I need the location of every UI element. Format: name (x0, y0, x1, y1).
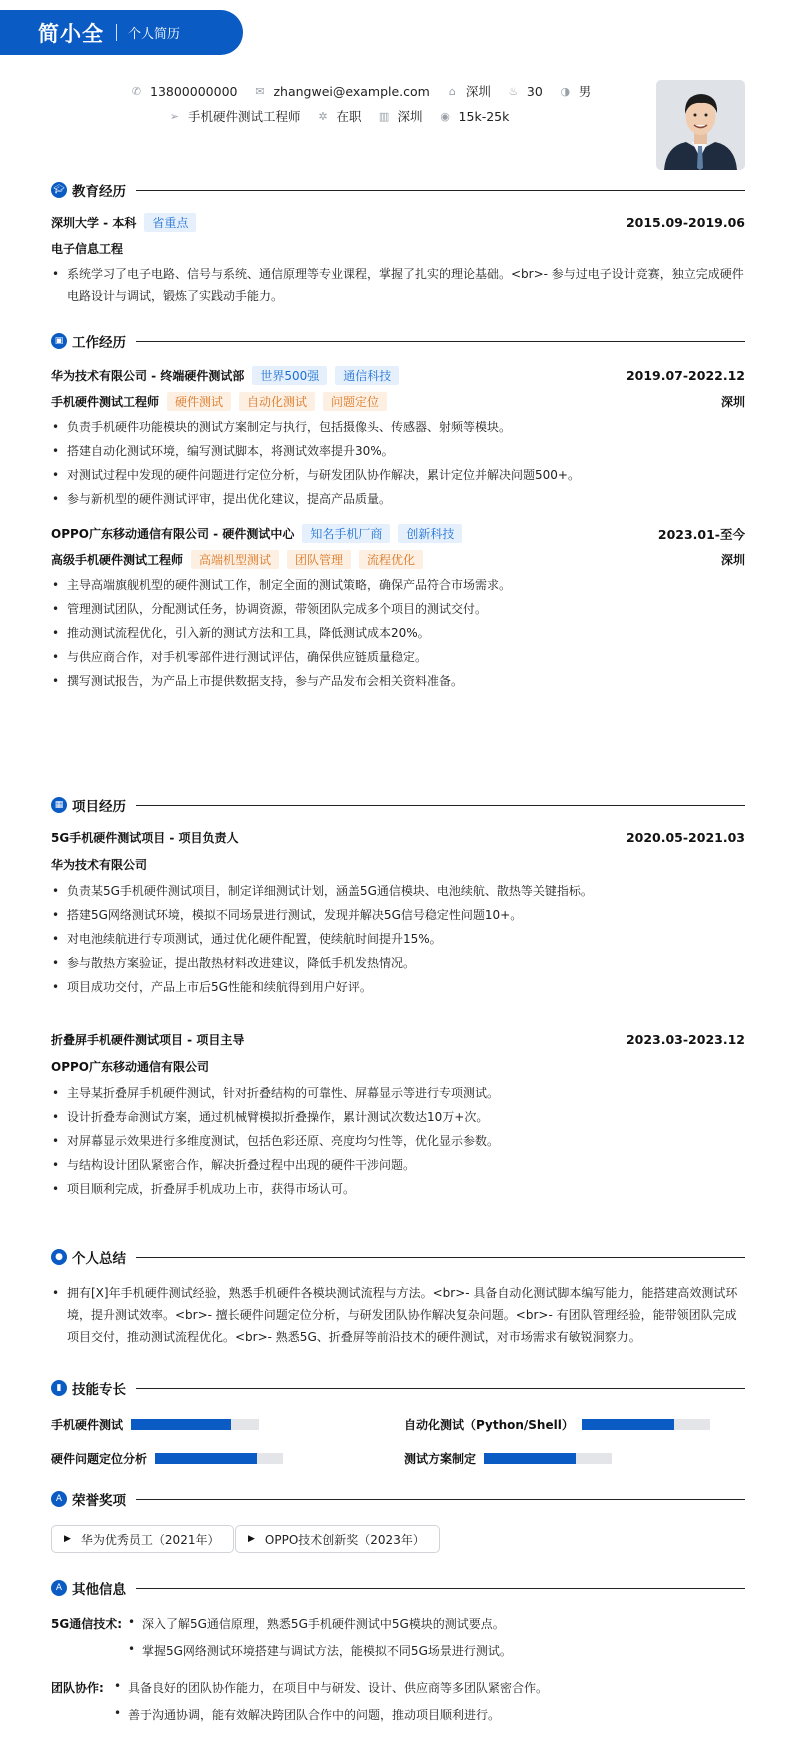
section-divider (136, 1257, 745, 1258)
list-item: • 项目顺利完成，折叠屏手机成功上市，获得市场认可。 (51, 1178, 745, 1200)
project-2-company-row (51, 1058, 745, 1075)
role-tag: 高端机型测试 (191, 550, 279, 569)
company-tag: 创新科技 (398, 524, 462, 543)
job-location: 深圳 (720, 553, 745, 567)
settings-icon: ✲ (318, 109, 328, 123)
summary-title: 个人总结 (72, 1251, 126, 1267)
home-icon: ⌂ (448, 84, 456, 98)
skill-bar-fill (131, 1419, 231, 1430)
skill-bar-fill (484, 1453, 576, 1464)
education-date: 2015.09-2019.06 (625, 215, 745, 230)
awards-section-header (51, 1489, 745, 1509)
grid-icon: ▦ (51, 797, 67, 813)
skill-name: 自动化测试（Python/Shell） (404, 1418, 574, 1432)
school-name: 深圳大学 - 本科 (51, 216, 137, 230)
briefcase-icon: ▣ (51, 333, 67, 349)
list-item: • 与供应商合作，对手机零部件进行测试评估，确保供应链质量稳定。 (51, 646, 745, 668)
education-title: 教育经历 (72, 184, 126, 200)
mail-icon: ✉ (255, 84, 265, 98)
project-name: 折叠屏手机硬件测试项目 - 项目主导 (51, 1033, 245, 1047)
list-item: • 负责手机硬件功能模块的测试方案制定与执行，包括摄像头、传感器、射频等模块。 (51, 416, 745, 438)
job-location: 深圳 (720, 395, 745, 409)
trophy-icon: A (51, 1491, 67, 1507)
project-company: 华为技术有限公司 (51, 858, 148, 872)
job-1-company-row (51, 366, 745, 385)
list-item: • 参与散热方案验证，提出散热材料改进建议，降低手机发热情况。 (51, 952, 745, 974)
skill-name: 测试方案制定 (404, 1452, 477, 1466)
project-2-row (51, 1031, 745, 1048)
skills-section-header (51, 1378, 745, 1398)
job-role: 手机硬件测试工程师 (51, 395, 160, 409)
job-2-role-row (51, 550, 745, 569)
project-date: 2020.05-2021.03 (625, 830, 745, 845)
list-item: • 掌握5G网络测试环境搭建与调试方法，能模拟不同5G场景进行测试。 (128, 1642, 512, 1659)
play-icon: ▶ (64, 1534, 71, 1544)
job-date: 2019.07-2022.12 (625, 368, 745, 383)
phone-icon: ✆ (131, 84, 142, 98)
coin-icon: ◉ (440, 109, 450, 123)
section-divider (136, 1499, 745, 1500)
school-tag: 省重点 (144, 213, 196, 232)
play-icon: ▶ (248, 1534, 255, 1544)
list-item: • 善于沟通协调，能有效解决跨团队合作中的问题，推动项目顺利进行。 (114, 1706, 500, 1723)
cake-icon: ♨ (508, 84, 519, 98)
skill-item (51, 1416, 259, 1433)
section-divider (136, 190, 745, 191)
target-city-info: ▥ 深圳 (378, 109, 423, 124)
badge-divider (116, 24, 117, 41)
job-date: 2023.01-至今 (657, 526, 745, 542)
major-row (51, 240, 745, 257)
list-item: • 管理测试团队，分配测试任务，协调资源，带领团队完成多个项目的测试交付。 (51, 598, 745, 620)
list-item: • 搭建自动化测试环境，编写测试脚本，将测试效率提升30%。 (51, 440, 745, 462)
list-item: • 撰写测试报告，为产品上市提供数据支持，参与产品发布会相关资料准备。 (51, 670, 745, 692)
info-icon: A (51, 1580, 67, 1596)
other-label: 5G通信技术: (51, 1617, 122, 1631)
list-item: • 与结构设计团队紧密合作，解决折叠过程中出现的硬件干涉问题。 (51, 1154, 745, 1176)
candidate-name: 简小全 (38, 21, 104, 46)
city-info: ⌂ 深圳 (446, 82, 491, 100)
list-item: • 对电池续航进行专项测试，通过优化硬件配置，使续航时间提升15%。 (51, 928, 745, 950)
award-item: ▶ 华为优秀员工（2021年） (51, 1525, 234, 1553)
user-icon: ● (51, 1249, 67, 1265)
project-name: 5G手机硬件测试项目 - 项目负责人 (51, 831, 239, 845)
skill-bar (582, 1419, 710, 1430)
role-tag: 硬件测试 (167, 392, 231, 411)
education-row (51, 213, 745, 232)
send-icon: ➢ (169, 109, 180, 123)
section-divider (136, 1388, 745, 1389)
list-item: • 主导高端旗舰机型的硬件测试工作，制定全面的测试策略，确保产品符合市场需求。 (51, 574, 745, 596)
company-tag: 知名手机厂商 (302, 524, 390, 543)
skill-bar (131, 1419, 259, 1430)
project-date: 2023.03-2023.12 (625, 1032, 745, 1047)
job-1-role-row (51, 392, 745, 411)
project-1-company-row (51, 856, 745, 873)
job-company: OPPO广东移动通信有限公司 - 硬件测试中心 (51, 527, 295, 541)
list-item: • 具备良好的团队协作能力，在项目中与研发、设计、供应商等多团队紧密合作。 (114, 1679, 548, 1696)
list-item: • 负责某5G手机硬件测试项目，制定详细测试计划，涵盖5G通信模块、电池续航、散热等关键指标。 (51, 880, 745, 902)
contact-row (130, 82, 607, 100)
list-item: • 搭建5G网络测试环境，模拟不同场景进行测试，发现并解决5G信号稳定性问题10+。 (51, 904, 745, 926)
projects-section-header (51, 795, 745, 815)
skill-bar-fill (582, 1419, 674, 1430)
award-item: ▶ OPPO技术创新奖（2023年） (235, 1525, 440, 1553)
skill-name: 手机硬件测试 (51, 1418, 124, 1432)
role-tag: 团队管理 (287, 550, 351, 569)
work-title: 工作经历 (72, 335, 126, 351)
role-tag: 自动化测试 (239, 392, 315, 411)
role-tag: 问题定位 (323, 392, 387, 411)
list-item: • 设计折叠寿命测试方案，通过机械臂模拟折叠操作，累计测试次数达10万+次。 (51, 1106, 745, 1128)
list-item: • 主导某折叠屏手机硬件测试，针对折叠结构的可靠性、屏幕显示等进行专项测试。 (51, 1082, 745, 1104)
section-divider (136, 341, 745, 342)
list-item: • 参与新机型的硬件测试评审，提出优化建议，提高产品质量。 (51, 488, 745, 510)
projects-title: 项目经历 (72, 799, 126, 815)
company-tag: 世界500强 (252, 366, 327, 385)
education-description: • 系统学习了电子电路、信号与系统、通信原理等专业课程，掌握了扎实的理论基础。<br>- 参与过电子设计竞赛，独立完成硬件电路设计与调试，锻炼了实践动手能力。 (51, 263, 745, 307)
list-item: • 对屏幕显示效果进行多维度测试，包括色彩还原、亮度均匀性等，优化显示参数。 (51, 1130, 745, 1152)
other-label: 团队协作: (51, 1681, 104, 1695)
education-section-header (51, 180, 745, 200)
skill-item (404, 1416, 710, 1433)
job-company: 华为技术有限公司 - 终端硬件测试部 (51, 369, 245, 383)
name-badge (0, 10, 243, 55)
skill-item (404, 1450, 612, 1467)
age-info: ♨ 30 (508, 83, 543, 99)
work-section-header (51, 331, 745, 351)
summary-section-header (51, 1247, 745, 1267)
profile-photo (656, 80, 745, 170)
skill-bar (155, 1453, 283, 1464)
list-item: • 项目成功交付，产品上市后5G性能和续航得到用户好评。 (51, 976, 745, 998)
list-item: • 深入了解5G通信原理，熟悉5G手机硬件测试中5G模块的测试要点。 (128, 1615, 505, 1632)
section-divider (136, 1588, 745, 1589)
list-item: • 对测试过程中发现的硬件问题进行定位分析，与研发团队协作解决，累计定位并解决问题500+。 (51, 464, 745, 486)
building-icon: ▥ (378, 109, 390, 123)
bar-chart-icon: ▮ (51, 1380, 67, 1396)
project-company: OPPO广东移动通信有限公司 (51, 1060, 209, 1074)
list-item: • 推动测试流程优化，引入新的测试方法和工具，降低测试成本20%。 (51, 622, 745, 644)
other-title: 其他信息 (72, 1582, 126, 1598)
major-name: 电子信息工程 (51, 242, 124, 256)
job-intent-row (168, 107, 525, 125)
awards-title: 荣誉奖项 (72, 1493, 126, 1509)
job-title-info: ➢ 手机硬件测试工程师 (169, 109, 301, 124)
section-divider (136, 805, 745, 806)
gender-icon: ◑ (560, 84, 571, 98)
job-2-company-row (51, 524, 745, 543)
resume-subtitle: 个人简历 (128, 27, 181, 42)
skill-bar-fill (155, 1453, 257, 1464)
summary-text: • 拥有[X]年手机硬件测试经验，熟悉手机硬件各模块测试流程与方法。<br>- 具备自动化测试脚本编写能力，能搭建高效测试环境，提升测试效率。<br>- 擅长硬件问题定位分析，与研发团队协作解决复杂问题。<br>- 有团队管理经验，能带领团队完成项目交付，推动测试流程优化。<br>- 熟悉5G、折叠屏等前沿技术的硬件测试，对市场需求有敏锐洞察力。 (51, 1282, 745, 1348)
job-role: 高级手机硬件测试工程师 (51, 553, 184, 567)
other-section-header (51, 1578, 745, 1598)
project-1-row (51, 829, 745, 846)
skill-bar (484, 1453, 612, 1464)
gender-info: ◑ 男 (560, 84, 592, 99)
role-tag: 流程优化 (359, 550, 423, 569)
company-tag: 通信科技 (335, 366, 399, 385)
skills-title: 技能专长 (72, 1382, 126, 1398)
salary-info: ◉ 15k-25k (440, 108, 510, 124)
graduation-cap-icon: 🎓︎ (51, 182, 67, 198)
status-info: ✲ 在职 (318, 109, 362, 124)
phone-info: ✆ 13800000000 (131, 83, 238, 99)
skill-name: 硬件问题定位分析 (51, 1452, 148, 1466)
email-info: ✉ zhangwei@example.com (255, 83, 430, 99)
skill-item (51, 1450, 283, 1467)
